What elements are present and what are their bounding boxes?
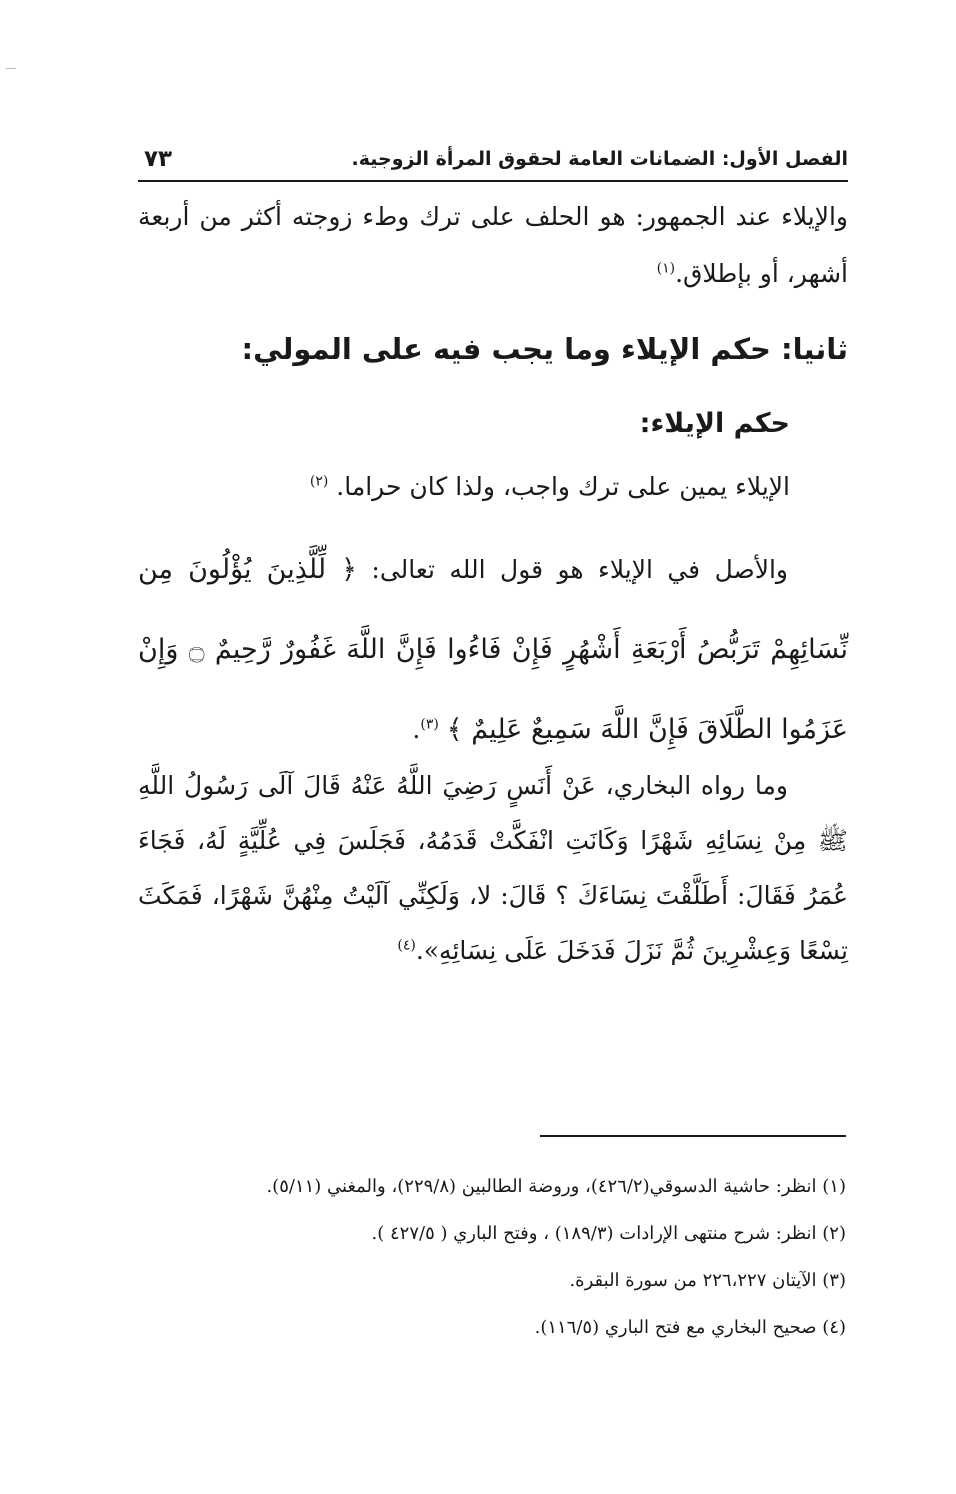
footnote-ref-3: (٣) — [420, 716, 439, 733]
hadith-text: وما رواه البخاري، عَنْ أَنَسٍ رَضِيَ اللَّهُ عَنْهُ قَالَ آلَى رَسُولُ اللَّهِ ﷺ مِنْ نِسَائِهِ شَهْرًا وَكَانَتِ انْفَكَّتْ قَدَمُهُ، فَجَلَسَ فِي عُلِّيَّةٍ لَهُ، فَجَاءَ عُمَرُ فَقَالَ: أَطَلَّقْتَ نِسَاءَكَ ؟ قَالَ: لا، وَلَكِنِّي آلَيْتُ مِنْهُنَّ شَهْرًا، فَمَكَثَ تِسْعًا وَعِشْرِينَ ثُمَّ نَزَلَ فَدَخَلَ عَلَى نِسَائِهِ». — [138, 771, 848, 965]
evidence-end: . — [412, 715, 421, 744]
footnotes — [150, 1163, 846, 1351]
running-header — [138, 146, 848, 182]
footnote-ref-2: (٢) — [309, 473, 329, 490]
page-number: ٧٣ — [144, 146, 173, 172]
footnote-separator — [540, 1135, 846, 1137]
hadith-paragraph — [138, 758, 848, 978]
evidence-paragraph — [138, 530, 848, 770]
definition-paragraph — [138, 188, 848, 302]
subsection-heading: حكم الإيلاء: — [639, 408, 790, 439]
footnote-ref-4: (٤) — [397, 937, 416, 954]
footnote-4: (٤) صحيح البخاري مع فتح الباري (١١٦/٥). — [534, 1317, 846, 1338]
quran-verse: ﴿ لِّلَّذِينَ يُؤْلُونَ مِن نِّسَائِهِمْ تَرَبُّصُ أَرْبَعَةِ أَشْهُرٍ فَإِنْ فَاءُوا فَإِنَّ اللَّهَ غَفُورٌ رَّحِيمٌ ۝ وَإِنْ عَزَمُوا الطَّلَاقَ فَإِنَّ اللَّهَ سَمِيعٌ عَلِيمٌ ﴾ — [138, 554, 849, 745]
ruling-paragraph — [138, 458, 790, 515]
footnote-ref-1: (١) — [656, 260, 676, 277]
footnote-2: (٢) انظر: شرح منتهى الإرادات (١٨٩/٣) ، وفتح الباري ( ٤٢٧/٥ ). — [371, 1223, 846, 1244]
definition-text: والإيلاء عند الجمهور: هو الحلف على ترك وطء زوجته أكثر من أربعة أشهر، أو بإطلاق. — [138, 202, 848, 288]
scan-mark — [6, 68, 16, 69]
footnote-3: (٣) الآيتان ٢٢٦،٢٢٧ من سورة البقرة. — [569, 1270, 846, 1291]
ruling-text: الإيلاء يمين على ترك واجب، ولذا كان حراما. — [336, 472, 790, 501]
header-title: الفصل الأول: الضمانات العامة لحقوق المرأة الزوجية. — [351, 148, 848, 170]
footnote-1: (١) انظر: حاشية الدسوقي(٤٢٦/٢)، وروضة الطالبين (٢٢٩/٨)، والمغني (٥/١١). — [266, 1176, 846, 1197]
section-heading: ثانيا: حكم الإيلاء وما يجب فيه على المولي: — [241, 332, 848, 366]
evidence-intro: والأصل في الإيلاء هو قول الله تعالى: — [371, 555, 789, 584]
